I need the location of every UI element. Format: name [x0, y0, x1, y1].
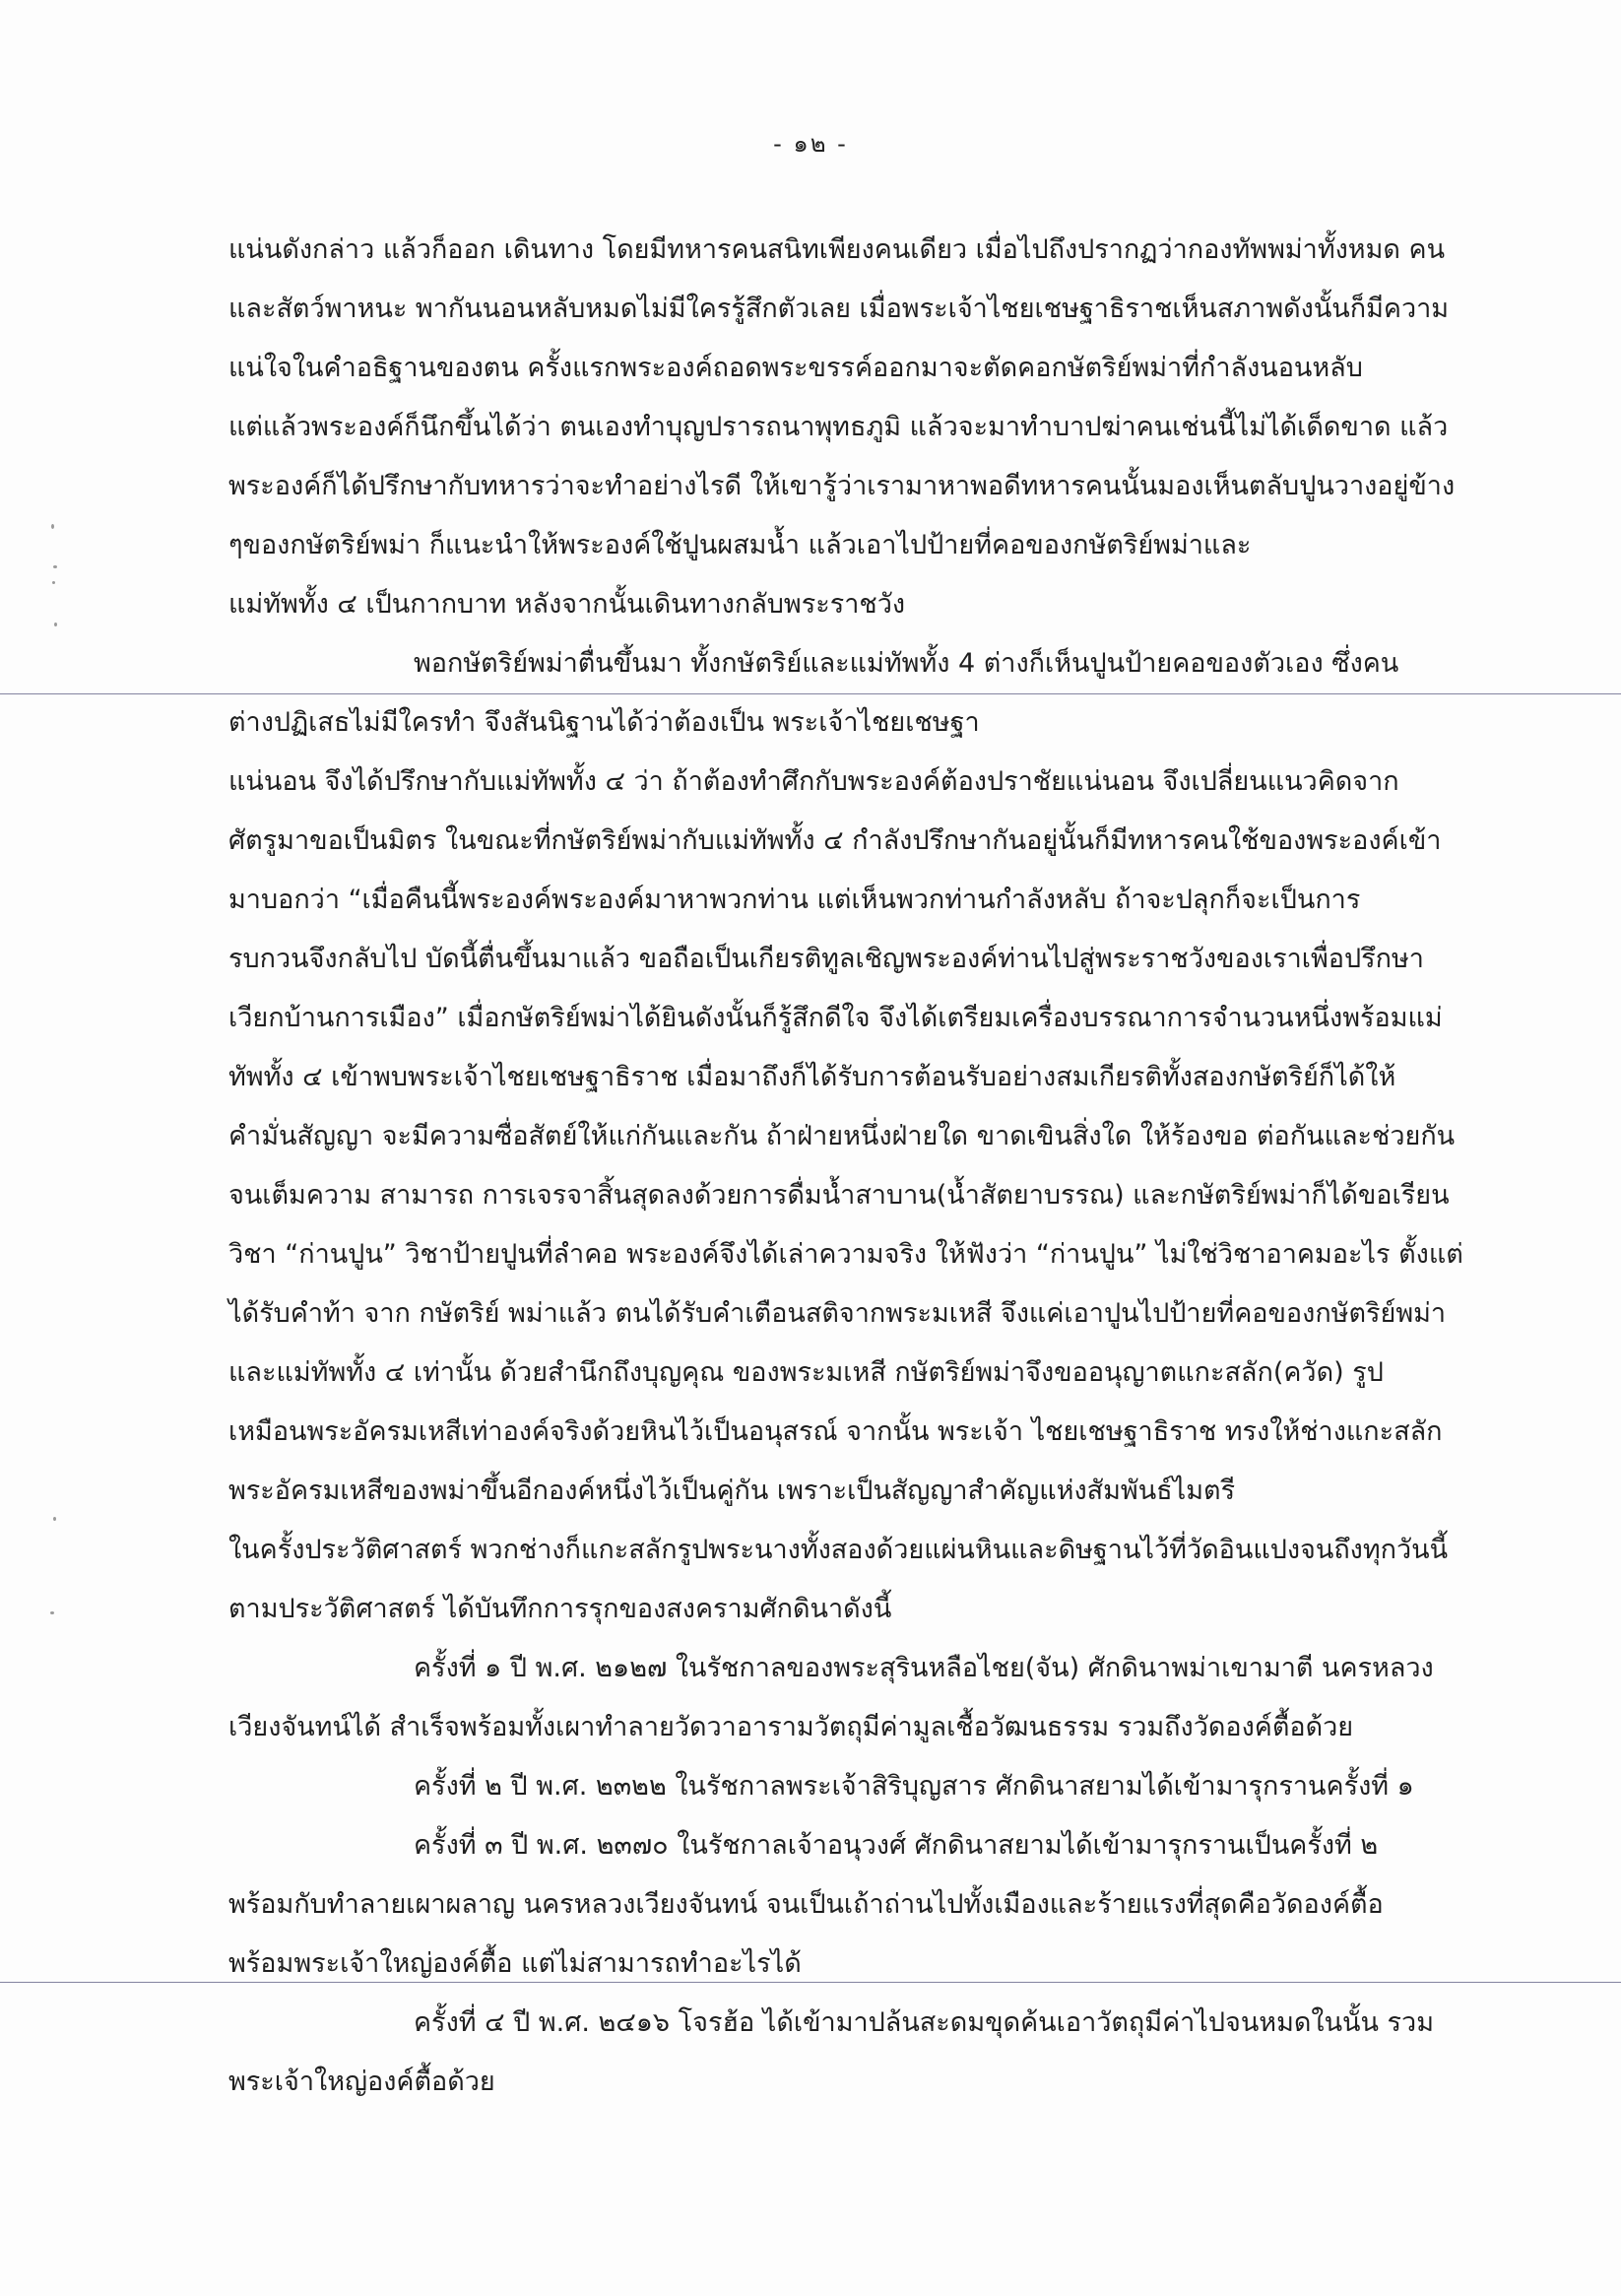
scan-speck: [52, 581, 55, 584]
paragraph-line: พระอัครมเหสีของพม่าขึ้นอีกองค์หนึ่งไว้เป็นคู่กัน เพราะเป็นสัญญาสำคัญแห่งสัมพันธ์ไมตรี: [228, 1476, 1236, 1506]
paragraph-line: ครั้งที่ ๑ ปี พ.ศ. ๒๑๒๗ ในรัชกาลของพระสุรินหลือไชย(จัน) ศักดินาพม่าเขามาตี นครหลวง: [414, 1653, 1434, 1683]
paragraph-line: จนเต็มความ สามารถ การเจรจาสิ้นสุดลงด้วยการดื่มน้ำสาบาน(น้ำสัตยาบรรณ) และกษัตริย์พม่าก็ได้ขอเรียน: [228, 1180, 1450, 1211]
paragraph-line: รบกวนจึงกลับไป บัดนี้ตื่นขึ้นมาแล้ว ขอถือเป็นเกียรติทูลเชิญพระองค์ท่านไปสู่พระราชวังของเราเพื่อปรึกษา: [228, 944, 1424, 974]
paragraph-line: พระองค์ก็ได้ปรึกษากับทหารว่าจะทำอย่างไรดี ให้เขารู้ว่าเรามาหาพอดีทหารคนนั้นมองเห็นตลับปูนวางอยู่ข้าง: [228, 471, 1456, 501]
paragraph-line: ครั้งที่ ๒ ปี พ.ศ. ๒๓๒๒ ในรัชกาลพระเจ้าสิริบุญสาร ศักดินาสยามได้เข้ามารุกรานครั้งที่ ๑: [414, 1771, 1414, 1802]
paragraph-line: ทัพทั้ง ๔ เข้าพบพระเจ้าไชยเชษฐาธิราช เมื่อมาถึงก็ได้รับการต้อนรับอย่างสมเกียรติทั้งสองกษัตริย์ก็ได้ให้: [228, 1062, 1396, 1092]
paragraph-line: เวียกบ้านการเมือง” เมื่อกษัตริย์พม่าได้ยินดังนั้นก็รู้สึกดีใจ จึงได้เตรียมเครื่องบรรณาการจำนวนหนึ่งพร้อมแม่: [228, 1003, 1443, 1033]
paragraph-line: และแม่ทัพทั้ง ๔ เท่านั้น ด้วยสำนึกถึงบุญคุณ ของพระมเหสี กษัตริย์พม่าจึงขออนุญาตแกะสลัก(ควัด) รูป: [228, 1357, 1384, 1388]
page-number: - ๑๒ -: [773, 130, 848, 158]
paragraph-line: ครั้งที่ ๔ ปี พ.ศ. ๒๔๑๖ โจรฮ้อ ได้เข้ามาปล้นสะดมขุดค้นเอาวัตถุมีค่าไปจนหมดในนั้น รวม: [414, 2007, 1435, 2038]
paragraph-line: คำมั่นสัญญา จะมีความซื่อสัตย์ให้แก่กันและกัน ถ้าฝ่ายหนึ่งฝ่ายใด ขาดเขินสิ่งใด ให้ร้องขอ ต่อกันและช่วยกัน: [228, 1121, 1456, 1151]
paragraph-line: ตามประวัติศาสตร์ ได้บันทึกการรุกของสงครามศักดินาดังนี้: [228, 1594, 892, 1624]
scan-speck: [53, 1517, 56, 1521]
paragraph-line: ต่างปฏิเสธไม่มีใครทำ จึงสันนิฐานได้ว่าต้องเป็น พระเจ้าไชยเชษฐา: [228, 707, 980, 738]
scan-speck: [51, 524, 54, 529]
scan-speck: [54, 623, 57, 626]
paragraph-line: ในครั้งประวัติศาสตร์ พวกช่างก็แกะสลักรูปพระนางทั้งสองด้วยแผ่นหินและดิษฐานไว้ที่วัดอินแปงจนถึงทุกวันนี้: [228, 1535, 1449, 1565]
paragraph-line: และสัตว์พาหนะ พากันนอนหลับหมดไม่มีใครรู้สึกตัวเลย เมื่อพระเจ้าไชยเชษฐาธิราชเห็นสภาพดังนั้นก็มีความ: [228, 294, 1450, 324]
paragraph-line: วิชา “ก่านปูน” วิชาป้ายปูนที่ลำคอ พระองค์จึงได้เล่าความจริง ให้ฟังว่า “ก่านปูน” ไม่ใช่วิชาอาคมอะไร ตั้งแต่: [228, 1239, 1463, 1270]
scan-speck: [53, 565, 57, 568]
paragraph-line: ครั้งที่ ๓ ปี พ.ศ. ๒๓๗๐ ในรัชกาลเจ้าอนุวงศ์ ศักดินาสยามได้เข้ามารุกรานเป็นครั้งที่ ๒: [414, 1830, 1379, 1861]
paragraph-line: เหมือนพระอัครมเหสีเท่าองค์จริงด้วยหินไว้เป็นอนุสรณ์ จากนั้น พระเจ้า ไชยเชษฐาธิราช ทรงให้ช่างแกะสลัก: [228, 1416, 1443, 1447]
body-text: [228, 221, 1463, 2112]
paragraph-line: เวียงจันทน์ได้ สำเร็จพร้อมทั้งเผาทำลายวัดวาอารามวัตถุมีค่ามูลเชื้อวัฒนธรรม รวมถึงวัดองค์ตื้อด้วย: [228, 1712, 1354, 1742]
paragraph-line: แน่นดังกล่าว แล้วก็ออก เดินทาง โดยมีทหารคนสนิทเพียงคนเดียว เมื่อไปถึงปรากฏว่ากองทัพพม่าทั้งหมด คน: [228, 234, 1446, 265]
paragraph-line: พอกษัตริย์พม่าตื่นขึ้นมา ทั้งกษัตริย์และแม่ทัพทั้ง 4 ต่างก็เห็นปูนป้ายคอของตัวเอง ซึ่งคน: [414, 648, 1399, 679]
paragraph-line: แต่แล้วพระองค์ก็นึกขึ้นได้ว่า ตนเองทำบุญปรารถนาพุทธภูมิ แล้วจะมาทำบาปฆ่าคนเช่นนี้ไม่ได้เด็ดขาด แล้ว: [228, 412, 1449, 442]
paragraph-line: พร้อมพระเจ้าใหญ่องค์ตื้อ แต่ไม่สามารถทำอะไรได้: [228, 1948, 802, 1979]
paragraph-line: แม่ทัพทั้ง ๔ เป็นกากบาท หลังจากนั้นเดินทางกลับพระราชวัง: [228, 589, 906, 620]
paragraph-line: ศัตรูมาขอเป็นมิตร ในขณะที่กษัตริย์พม่ากับแม่ทัพทั้ง ๔ กำลังปรึกษากันอยู่นั้นก็มีทหารคนใช้ของพระองค์เข้า: [228, 825, 1442, 856]
paragraph-line: แน่นอน จึงได้ปรึกษากับแม่ทัพทั้ง ๔ ว่า ถ้าต้องทำศึกกับพระองค์ต้องปราชัยแน่นอน จึงเปลี่ยนแนวคิดจาก: [228, 766, 1399, 797]
paragraph-line: พระเจ้าใหญ่องค์ตื้อด้วย: [228, 2066, 495, 2097]
paragraph-line: มาบอกว่า “เมื่อคืนนี้พระองค์พระองค์มาหาพวกท่าน แต่เห็นพวกท่านกำลังหลับ ถ้าจะปลุกก็จะเป็นการ: [228, 885, 1361, 915]
paragraph-line: ๆของกษัตริย์พม่า ก็แนะนำให้พระองค์ใช้ปูนผสมน้ำ แล้วเอาไปป้ายที่คอของกษัตริย์พม่าและ: [228, 530, 1252, 560]
paragraph-line: พร้อมกับทำลายเผาผลาญ นครหลวงเวียงจันทน์ จนเป็นเถ้าถ่านไปทั้งเมืองและร้ายแรงที่สุดคือวัดองค์ตื้อ: [228, 1889, 1384, 1920]
scan-speck: [50, 1611, 54, 1614]
paragraph-line: แน่ใจในคำอธิฐานของตน ครั้งแรกพระองค์ถอดพระขรรค์ออกมาจะตัดคอกษัตริย์พม่าที่กำลังนอนหลับ: [228, 353, 1363, 383]
paragraph-line: ได้รับคำท้า จาก กษัตริย์ พม่าแล้ว ตนได้รับคำเตือนสติจากพระมเหสี จึงแค่เอาปูนไปป้ายที่คอของกษัตริย์พม่า: [228, 1298, 1447, 1329]
